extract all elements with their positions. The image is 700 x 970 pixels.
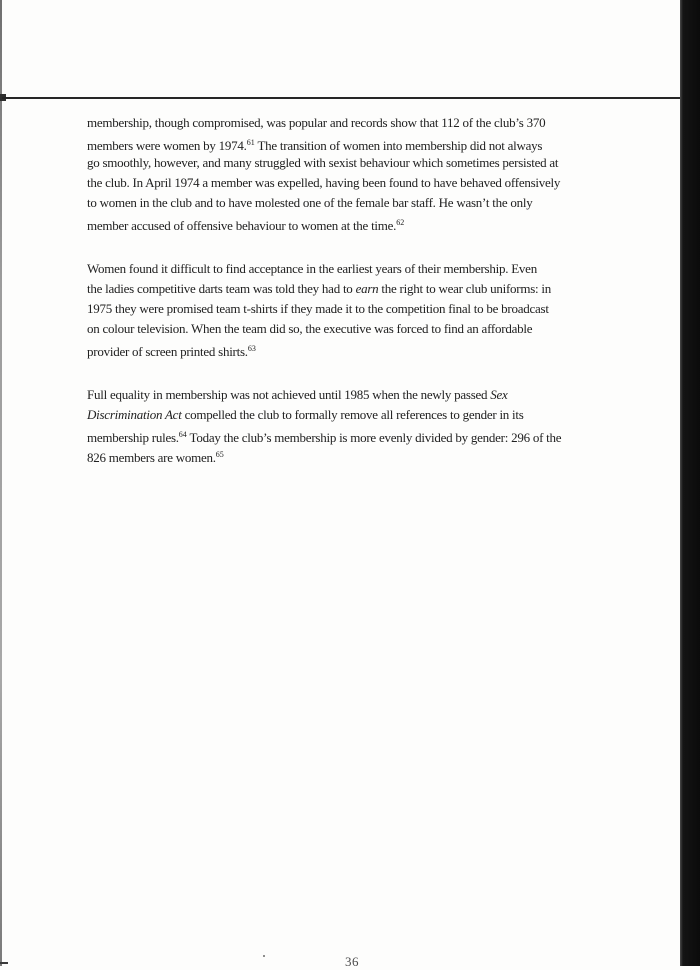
text-segment: to women in the club and to have molested one of the female bar staff. He wasn’t the only [87,195,533,210]
text-segment: Today the club’s membership is more evenly divided by gender: 296 of the [186,430,562,445]
bottom-edge-mark [0,962,8,964]
text-line [87,153,647,173]
text-line [87,193,647,213]
scan-edge-right [680,0,700,966]
text-line [87,425,647,445]
text-segment: 1975 they were promised team t-shirts if they made it to the competition final to be broadcast [87,301,549,316]
footnote-reference: 61 [246,138,255,147]
text-segment: membership, though compromised, was popular and records show that 112 of the club’s 370 [87,115,546,130]
text-line [87,173,647,193]
text-segment: The transition of women into membership did not always [254,138,543,153]
text-line [87,385,647,405]
text-line [87,339,647,359]
text-segment: go smoothly, however, and many struggled with sexist behaviour which sometimes persisted at [87,155,559,170]
text-segment: Discrimination Act [87,407,182,422]
ink-dot [263,955,265,957]
text-segment: earn [355,281,379,296]
text-segment: Sex [490,387,508,402]
text-segment: Women found it difficult to find acceptance in the earliest years of their membership. Even [87,261,537,276]
paragraph [87,259,647,359]
footnote-reference: 62 [396,218,405,227]
text-block [87,113,647,491]
text-segment: the ladies competitive darts team was told they had to [87,281,356,296]
paragraph [87,113,647,233]
text-line [87,279,647,299]
text-segment: the right to wear club uniforms: in [378,281,552,296]
text-line [87,299,647,319]
footnote-reference: 63 [247,344,256,353]
text-line [87,113,647,133]
text-segment: member accused of offensive behaviour to women at the time. [87,218,397,233]
text-line [87,259,647,279]
text-line [87,213,647,233]
page-left-edge-line [0,0,2,966]
text-line [87,133,647,153]
footnote-reference: 64 [178,430,187,439]
text-segment: 826 members are women. [87,450,216,465]
text-segment: the club. In April 1974 a member was expelled, having been found to have behaved offensively [87,175,561,190]
header-rule [2,97,680,99]
text-segment: on colour television. When the team did so, the executive was forced to find an affordable [87,321,533,336]
text-segment: provider of screen printed shirts. [87,344,248,359]
footnote-reference: 65 [215,450,224,459]
text-line [87,445,647,465]
text-segment: compelled the club to formally remove all references to gender in its [181,407,524,422]
text-segment: membership rules. [87,430,179,445]
text-segment: Full equality in membership was not achieved until 1985 when the newly passed [87,387,491,402]
text-segment: members were women by 1974. [87,138,247,153]
text-line [87,405,647,425]
text-line [87,319,647,339]
paragraph [87,385,647,465]
page-number: 36 [345,954,359,969]
